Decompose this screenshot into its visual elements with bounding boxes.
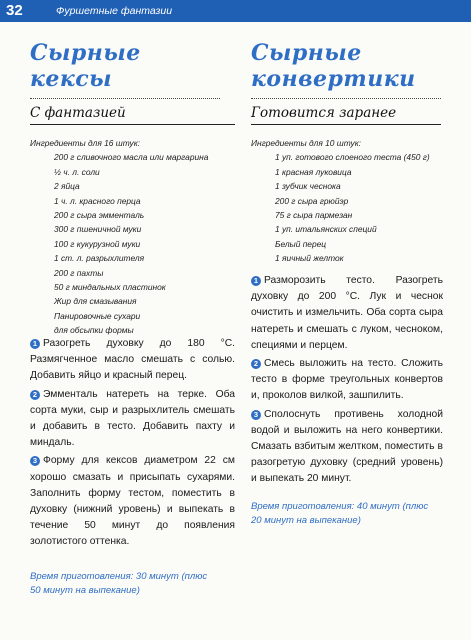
ingredient-item: 200 г сыра эмменталь (54, 210, 145, 221)
step-item (30, 387, 235, 452)
step-text: Сполоснуть противень холодной водой и выложить на него конвертики. Смазать взбитым желтком, поместить в разогретую духовку (средний уровень) и выпекать 20 минут. (251, 408, 443, 485)
step-number-badge: 2 (30, 390, 40, 400)
step-text: Смесь выложить на тесто. Сложить тесто в форме треугольных конвертов и, проколов вилкой, зашпилить. (251, 358, 443, 402)
step-text: Разморозить тесто. Разогреть духовку до 200 °С. Лук и чеснок очистить и измельчить. Оба сорта сыра натереть и смешать с луком, чесноком, специями и перцем. (251, 275, 443, 351)
ingredient-item: 1 ст. л. разрыхлителя (54, 253, 145, 264)
recipe-title: Сырные конвертики (251, 40, 416, 92)
step-text: Разогреть духовку до 180 °С. Размягченное масло смешать с солью. Добавить яйцо и красный перец. (30, 338, 235, 382)
step-item (251, 273, 443, 354)
page-header-bar (0, 0, 471, 22)
step-number-badge: 3 (251, 410, 261, 420)
ingredient-item: 200 г пахты (54, 267, 104, 278)
ingredient-item: 1 ч. л. красного перца (54, 195, 141, 206)
page-number: 32 (6, 2, 23, 19)
step-number-badge: 1 (251, 276, 261, 286)
step-number-badge: 2 (251, 359, 261, 369)
steps-list (251, 273, 443, 490)
ingredient-item: Белый перец (275, 238, 327, 249)
cooking-time: Время приготовления: 30 минут (плюс 50 минут на выпекание) (30, 571, 208, 596)
step-item (251, 356, 443, 405)
ingredient-item: 1 уп. итальянских специй (275, 224, 377, 235)
ingredient-item: Панировочные сухари (54, 310, 141, 321)
recipe-title: Сырные кексы (30, 40, 141, 92)
ingredient-item: 1 яичный желток (275, 253, 344, 264)
ingredient-item: Жир для смазывания (54, 296, 137, 307)
step-item (30, 453, 235, 550)
step-number-badge: 1 (30, 339, 40, 349)
recipe-subtitle: Готовится заранее (251, 105, 397, 121)
ingredient-item: 75 г сыра пармезан (275, 210, 353, 221)
step-item (251, 407, 443, 488)
title-divider (251, 98, 441, 100)
recipe-subtitle: С фантазией (30, 105, 126, 121)
ingredients-heading: Ингредиенты для 10 штук: (251, 138, 361, 148)
ingredients-list (251, 136, 430, 266)
ingredient-item: 200 г сыра грюйэр (275, 195, 349, 206)
ingredient-item: 1 зубчик чеснока (275, 181, 341, 192)
step-text: Форму для кексов диаметром 22 см хорошо смазать и присыпать сухарями. Заполнить форму тестом, поместить в духовку (нижний уровень) и выпекать в течение 50 минут до появления золотистого оттенка. (30, 455, 235, 548)
ingredient-item: 1 красная луковица (275, 166, 352, 177)
ingredient-item: 300 г пшеничной муки (54, 224, 142, 235)
ingredient-item: 200 г сливочного масла или маргарина (54, 152, 209, 163)
ingredient-item: 2 яйца (54, 181, 80, 192)
ingredient-item: 1 уп. готового слоеного теста (450 г) (275, 152, 430, 163)
title-divider (30, 98, 220, 100)
ingredients-heading: Ингредиенты для 16 штук: (30, 138, 140, 148)
ingredient-item: ½ ч. л. соли (54, 166, 100, 177)
ingredient-item: 100 г кукурузной муки (54, 238, 141, 249)
steps-list (30, 336, 235, 553)
ingredient-item: для обсыпки формы (54, 325, 134, 336)
ingredients-list (30, 136, 208, 338)
subtitle-underline (251, 124, 441, 125)
step-text: Эмменталь натереть на терке. Оба сорта муки, сыр и разрыхлитель смешать и добавить в тесто. Добавить пахту и миндаль. (30, 388, 235, 449)
book-title: Фуршетные фантазии (56, 5, 173, 17)
cooking-time: Время приготовления: 40 минут (плюс 20 минут на выпекание) (251, 501, 429, 526)
subtitle-underline (30, 124, 235, 125)
step-item (30, 336, 235, 385)
step-number-badge: 3 (30, 456, 40, 466)
ingredient-item: 50 г миндальных пластинок (54, 282, 166, 293)
